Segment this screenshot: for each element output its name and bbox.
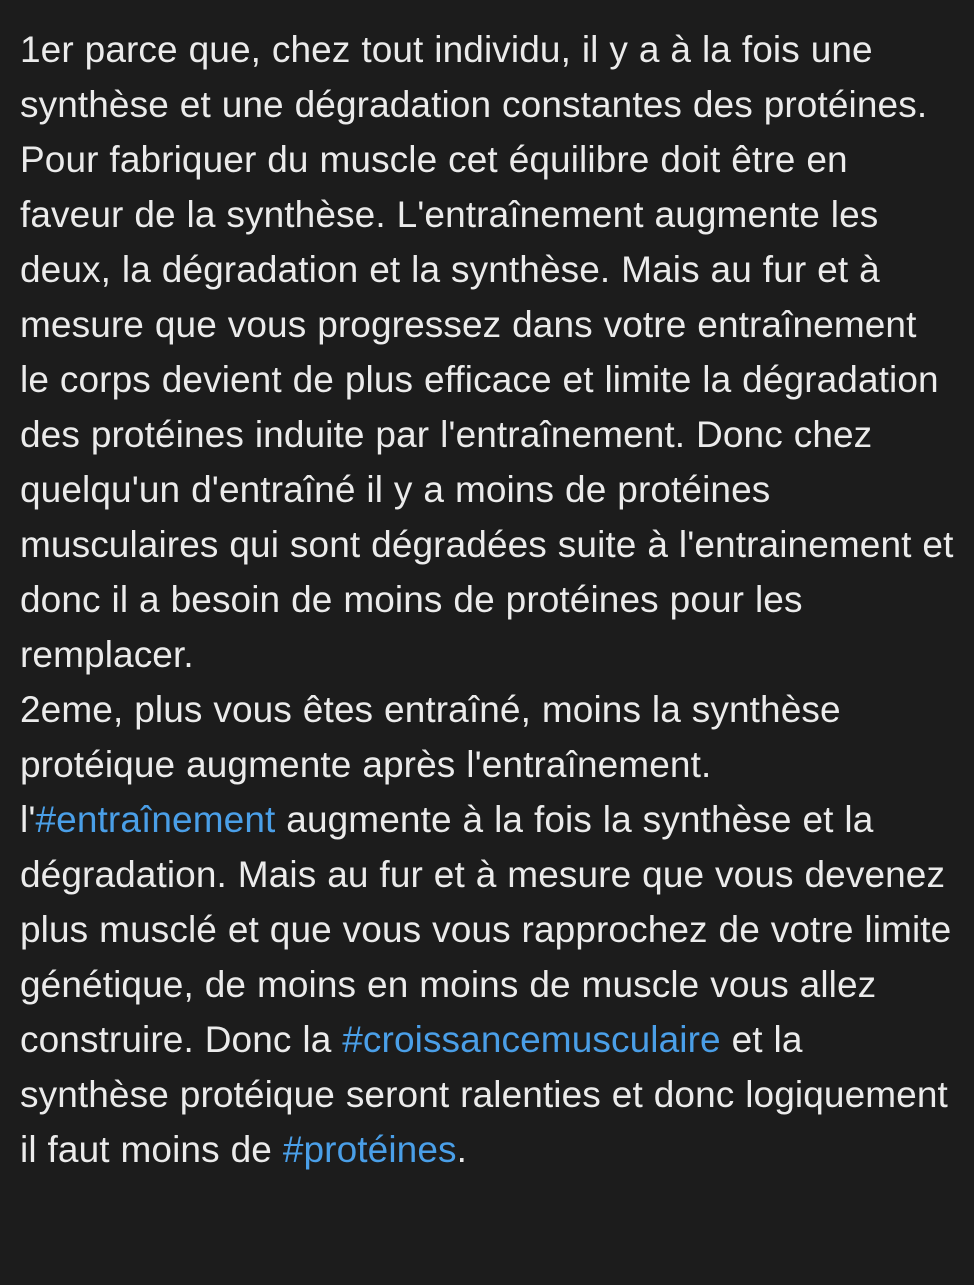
paragraph-2: [20, 682, 954, 1177]
paragraph-2-text-1: 2eme, plus vous êtes entraîné, moins la synthèse protéique augmente après l'entraînement. l': [20, 689, 841, 840]
hashtag-proteines[interactable]: #protéines: [282, 1129, 457, 1170]
paragraph-1: [20, 22, 954, 682]
paragraph-2-text-3: et la synthèse protéique seront ralenties et donc logiquement il faut moins de: [20, 1019, 948, 1170]
hashtag-croissancemusculaire[interactable]: #croissancemusculaire: [342, 1019, 721, 1060]
paragraph-2-text-4: .: [456, 1129, 468, 1170]
paragraph-2-text-2: augmente à la fois la synthèse et la dégradation. Mais au fur et à mesure que vous devenez plus musclé et que vous vous rapprochez de votre limite génétique, de moins en moins de muscle vous allez construire. Donc la: [20, 799, 952, 1060]
paragraph-1-text: 1er parce que, chez tout individu, il y a à la fois une synthèse et une dégradation constantes des protéines. Pour fabriquer du muscle cet équilibre doit être en faveur de la synthèse. L'entraînement augmente les deux, la dégradation et la synthèse. Mais au fur et à mesure que vous progressez dans votre entraînement le corps devient de plus efficace et limite la dégradation des protéines induite par l'entraînement. Donc chez quelqu'un d'entraîné il y a moins de protéines musculaires qui sont dégradées suite à l'entrainement et donc il a besoin de moins de protéines pour les remplacer.: [20, 29, 954, 675]
hashtag-entrainement[interactable]: #entraînement: [35, 799, 276, 840]
